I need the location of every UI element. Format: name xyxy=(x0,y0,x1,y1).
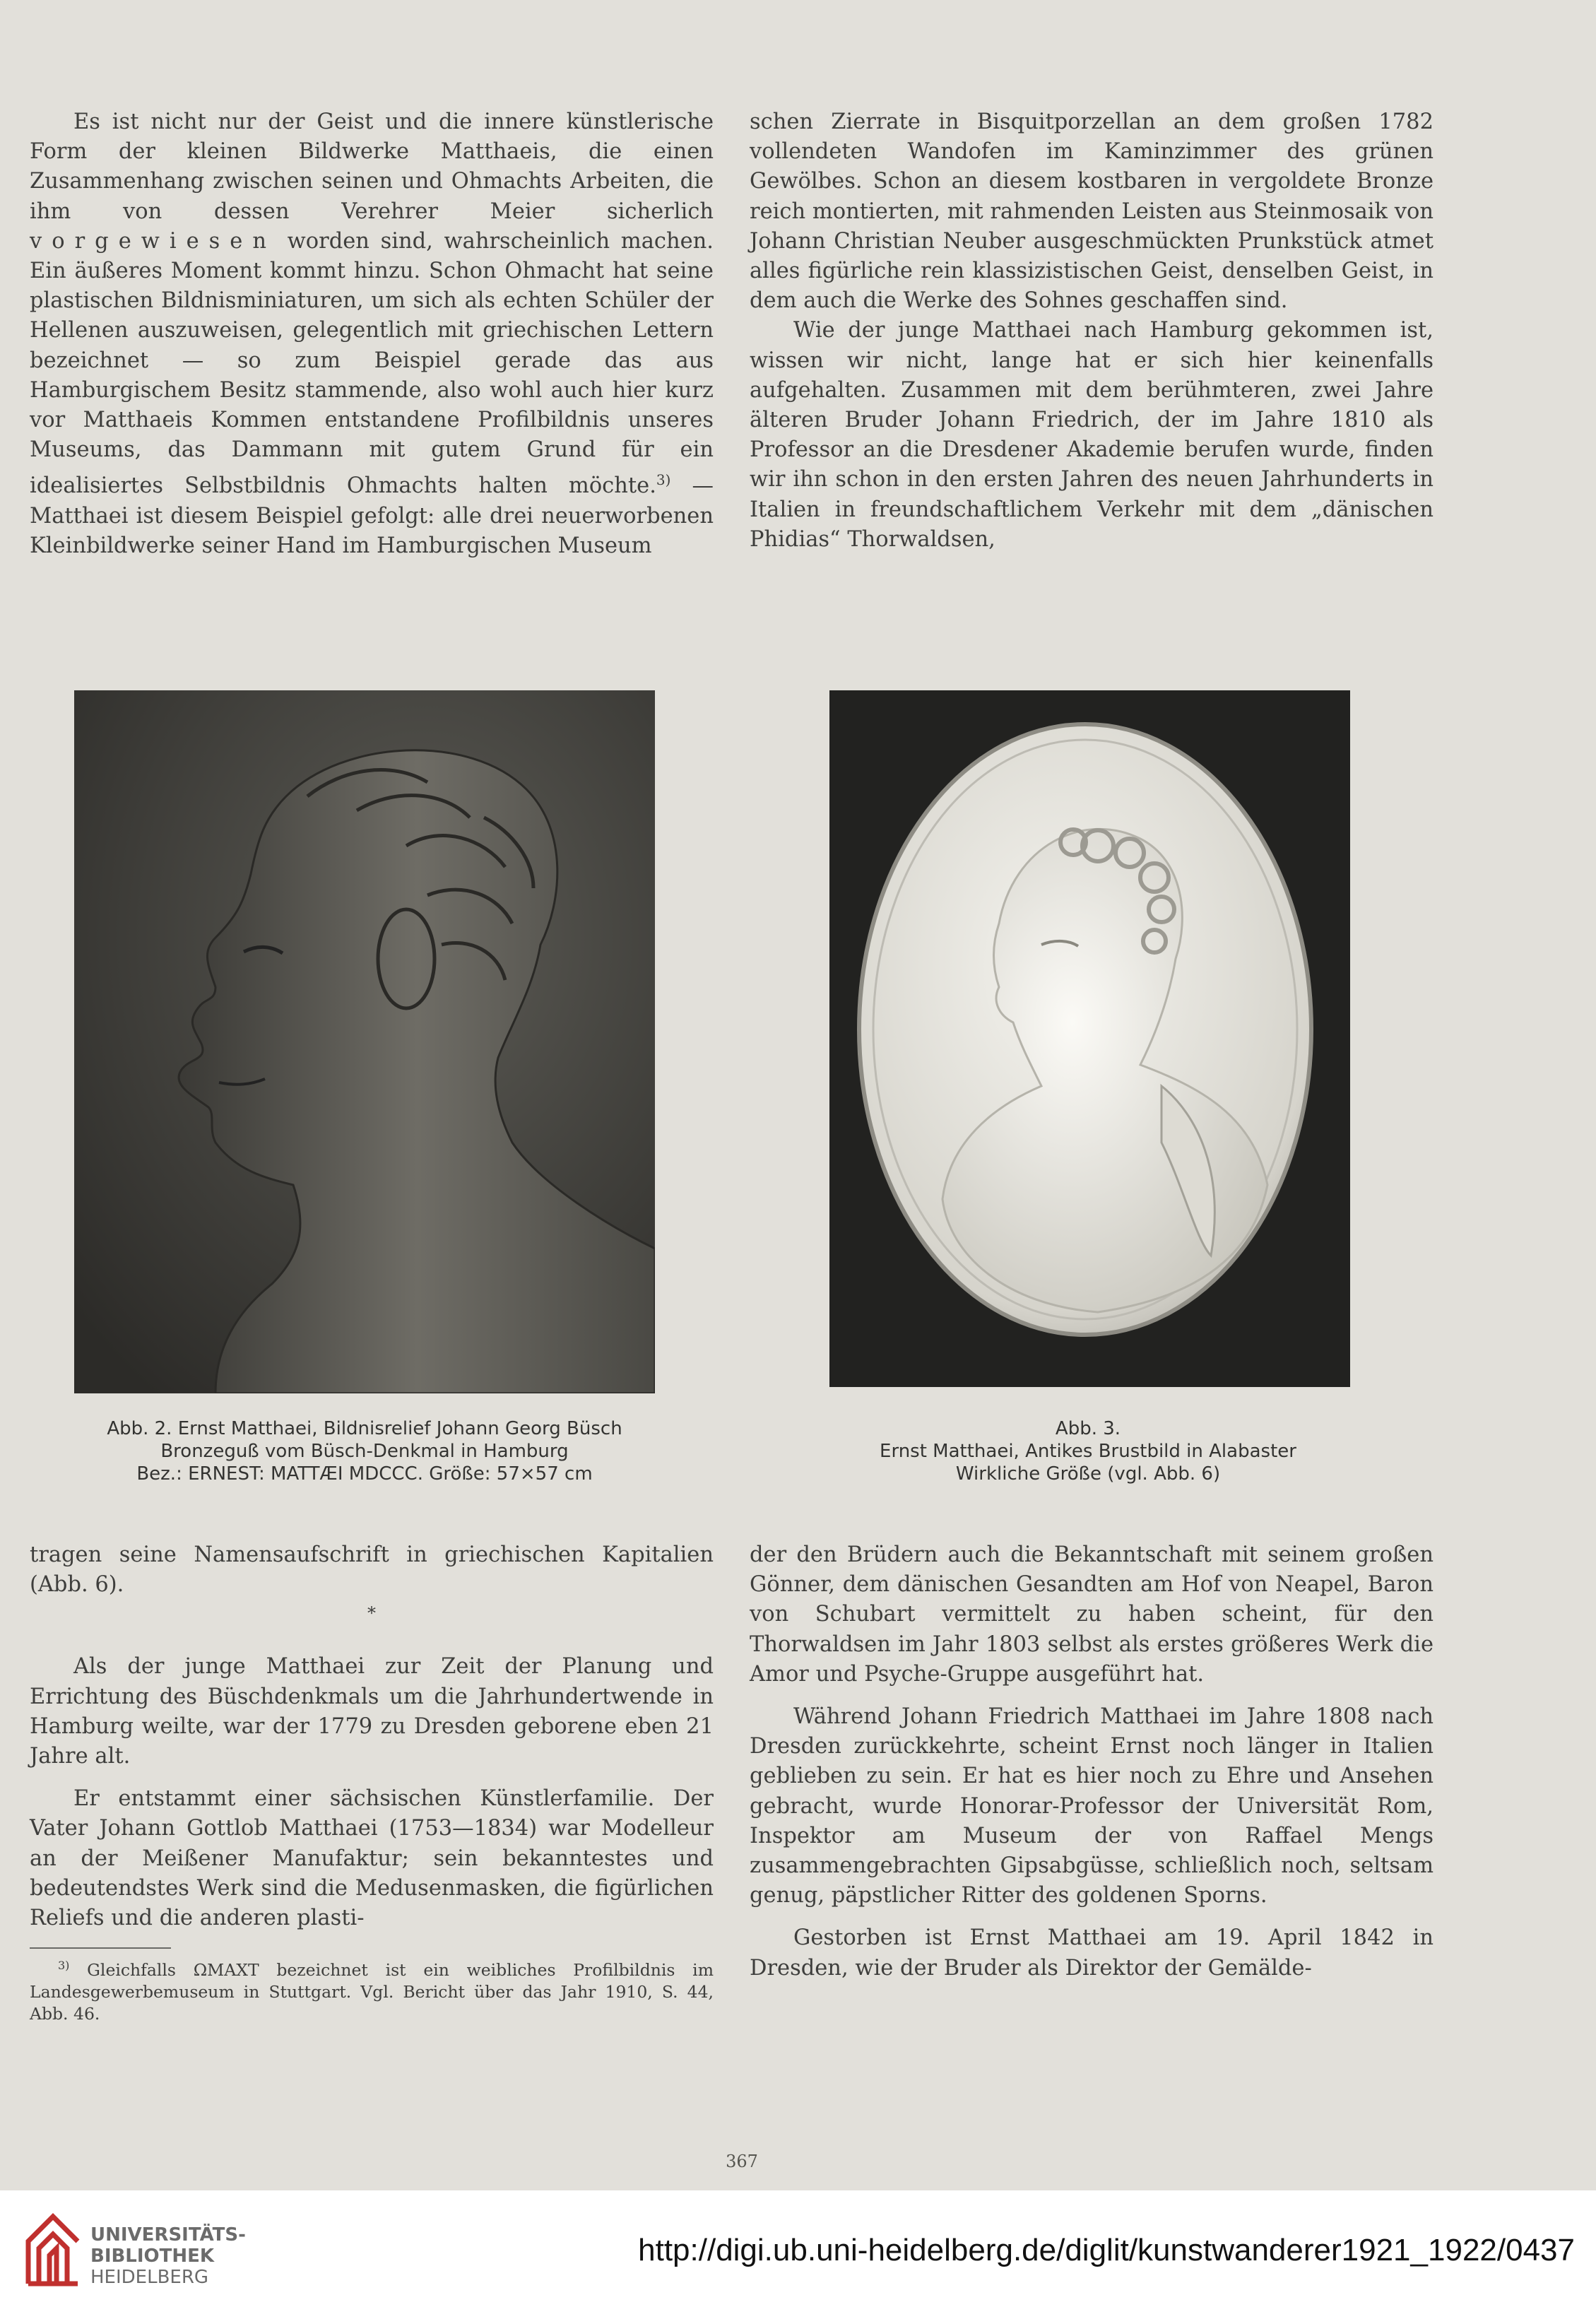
page-number: 367 xyxy=(726,2152,758,2171)
footnote: $^{3)}$ Gleichfalls ΩMAXT bezeichnet ist ein weibliches Profilbildnis im Landesgewerbemuseum in Stuttgart. Vgl. Bericht über das Jahr 1910, S. 44, Abb. 46. xyxy=(30,1959,714,2024)
footnote-mark: 3) xyxy=(58,1959,70,1973)
relief-image xyxy=(74,690,655,1393)
section-separator: * xyxy=(367,1603,376,1624)
paragraph: schen Zierrate in Bisquitporzellan an dem großen 1782 vollendeten Wandofen im Kaminzimmer des grünen Gewölbes. Schon an diesem kostbaren in vergoldete Bronze reich montierten, mit rahmenden Leisten aus Steinmosaik von Johann Christian Neuber ausgeschmückten Prunkstück atmet alles figürliche rein klassizistischen Geist, denselben Geist, in dem auch die Werke des Sohnes geschaffen sind. xyxy=(750,110,1434,314)
upper-right-column xyxy=(750,107,1434,555)
source-url[interactable]: http://digi.ub.uni-heidelberg.de/diglit/kunstwanderer1921_1922/0437 xyxy=(638,2233,1575,2267)
lower-left-column xyxy=(30,1540,714,2025)
paragraph: Wie der junge Matthaei nach Hamburg gekommen ist, wissen wir nicht, lange hat er sich hier keinenfalls aufgehalten. Zusammen mit dem berühmteren, zwei Jahre älteren Bruder Johann Friedrich, der im Jahre 1810 als Professor an die Dresdener Akademie berufen wurde, finden wir ihn schon in den ersten Jahren des neuen Jahrhunderts in Italien in freundschaftlichem Verkehr mit dem „dänischen Phidias“ Thorwaldsen, xyxy=(750,318,1434,552)
upper-left-column xyxy=(30,107,714,561)
figure-alabaster-bust xyxy=(829,690,1350,1387)
paragraph: der den Brüdern auch die Bekanntschaft mit seinem großen Gönner, dem dänischen Gesandten am Hof von Neapel, Baron von Schubart vermittelt zu haben scheint, für den Thorwaldsen im Jahr 1803 selbst als erstes größeres Werk die Amor und Psyche-Gruppe ausgeführt hat. xyxy=(750,1542,1434,1687)
spaced-word: vorgewiesen xyxy=(30,228,277,254)
paragraph: Er entstammt einer sächsischen Künstlerfamilie. Der Vater Johann Gottlob Matthaei (1753—1834) war Modelleur an der Meißener Manufaktur; sein bekanntestes und bedeutendstes Werk sind die Medusenmasken, die figürlichen Reliefs und die anderen plasti- xyxy=(30,1786,714,1931)
library-name: UNIVERSITÄTS- BIBLIOTHEK HEIDELBERG xyxy=(90,2224,246,2288)
footnote-divider xyxy=(30,1947,171,1949)
paragraph: tragen seine Namensaufschrift in griechischen Kapitalien (Abb. 6). xyxy=(30,1542,714,1598)
footnote-ref: 3) xyxy=(656,471,671,489)
library-logo-icon xyxy=(21,2206,85,2289)
paragraph: Gestorben ist Ernst Matthaei am 19. April 1842 in Dresden, wie der Bruder als Direktor der Gemälde- xyxy=(750,1925,1434,1981)
paragraph: Als der junge Matthaei zur Zeit der Planung und Errichtung des Büschdenkmals um die Jahrhundertwende in Hamburg weilte, war der 1779 zu Dresden geborene eben 21 Jahre alt. xyxy=(30,1654,714,1769)
paragraph: Während Johann Friedrich Matthaei im Jahre 1808 nach Dresden zurückkehrte, scheint Ernst noch länger in Italien geblieben zu sein. Er hat es hier noch zu Ehre und Ansehen gebracht, wurde Honorar-Professor der Universität Rom, Inspektor am Museum der von Raffael Mengs zusammengebrachten Gipsabgüsse, schließlich noch, seltsam genug, päpstlicher Ritter des goldenen Sporns. xyxy=(750,1704,1434,1908)
caption-figure-2: Abb. 2. Ernst Matthaei, Bildnisrelief Johann Georg Büsch Bronzeguß vom Büsch-Denkmal in Hamburg Bez.: ERNEST: MATTÆI MDCCC. Größe: 57×57 cm xyxy=(107,1418,622,1485)
alabaster-image xyxy=(829,690,1350,1387)
caption-figure-3: Abb. 3. Ernst Matthaei, Antikes Brustbild in Alabaster Wirkliche Größe (vgl. Abb. 6) xyxy=(880,1418,1296,1485)
paragraph: Es ist nicht nur der Geist und die innere künstlerische Form der kleinen Bildwerke Matthaeis, die einen Zusammenhang zwischen seinen und Ohmachts Arbeiten, die ihm von dessen Verehrer Meier sicherlich vorgewiesen worden sind, wahrscheinlich machen. Ein äußeres Moment kommt hinzu. Schon Ohmacht hat seine plastischen Bildnisminiaturen, um sich als echten Schüler der Hellenen auszuweisen, gelegentlich mit griechischen Lettern bezeichnet — so zum Beispiel gerade das aus Hamburgischem Besitz stammende, also wohl auch hier kurz vor Matthaeis Kommen entstandene Profilbildnis unseres Museums, das Dammann mit gutem Grund für ein idealisiertes Selbstbildnis Ohmachts halten möchte.$^{3)}$ — Matthaei ist diesem Beispiel gefolgt: alle drei neuerworbenen Kleinbildwerke seiner Hand im Hamburgischen Museum xyxy=(30,110,714,558)
lower-right-column xyxy=(750,1540,1434,1983)
figure-bronze-relief xyxy=(74,690,655,1393)
footer-bar xyxy=(0,2190,1596,2307)
